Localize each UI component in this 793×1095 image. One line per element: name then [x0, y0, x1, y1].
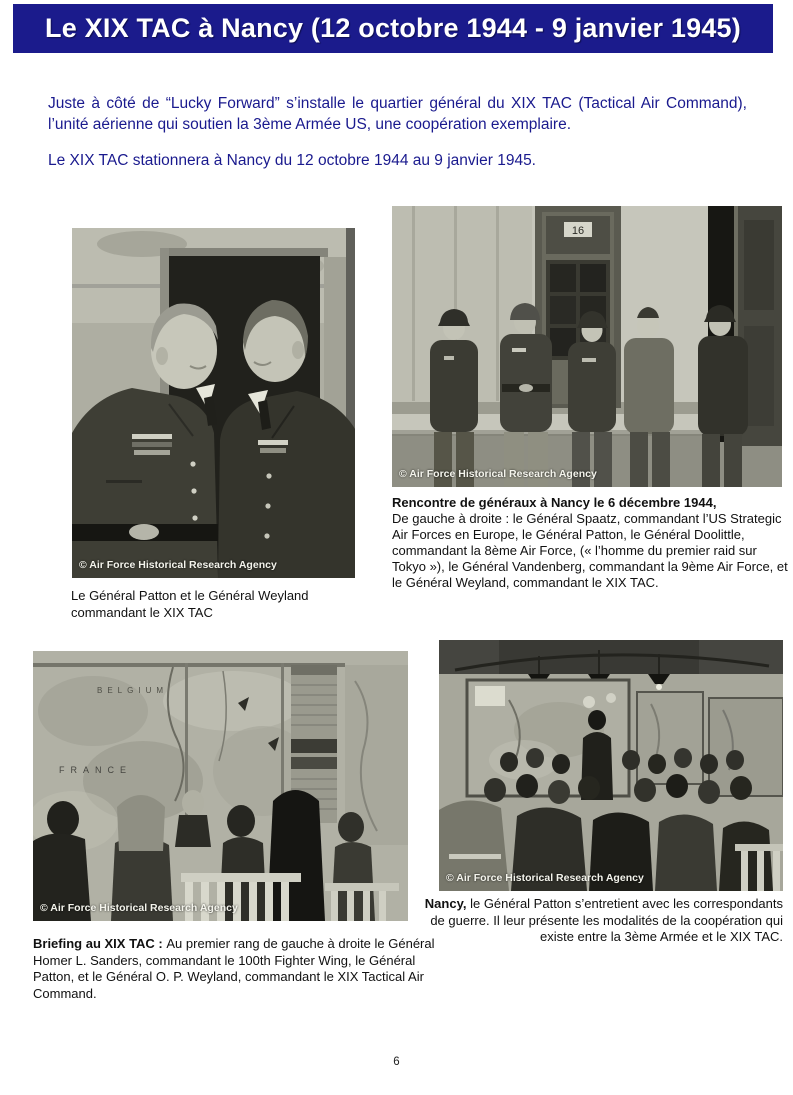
photo-patton-weyland-illustration	[72, 228, 355, 578]
caption-patton-weyland: Le Général Patton et le Général Weyland commandant le XIX TAC	[71, 588, 309, 620]
map-label-france: FRANCE	[59, 765, 133, 775]
photo-briefing	[33, 651, 408, 921]
door-number-plaque: 16	[571, 225, 585, 237]
photo-briefing-illustration	[33, 651, 408, 921]
photo-generals-meeting	[392, 206, 782, 487]
caption-briefing	[33, 936, 439, 1002]
photo-patton-weyland	[72, 228, 355, 578]
intro-paragraph-1: Juste à côté de “Lucky Forward” s’installe le quartier général du XIX TAC (Tactical Air Command), l’unité aérienne qui soutien la 3ème Armée US, une coopération exemplaire.	[48, 95, 747, 133]
photo-correspondents-illustration	[439, 640, 783, 891]
map-label-belgium: BELGIUM	[97, 686, 169, 695]
caption-briefing-body: Au premier rang de gauche à droite le Général Homer L. Sanders, commandant le 100th Fighter Wing, le Général Patton, et le Général O. P. Weyland, commandant le XIX Tactical Air Command.	[33, 936, 435, 1001]
photo-correspondents	[439, 640, 783, 891]
caption-generals-meeting-body: De gauche à droite : le Général Spaatz, commandant l’US Strategic Air Forces en Europe, le Général Patton, le Général Doolittle, commandant la 8ème Air Force, (« l’homme du premier raid sur Tokyo »), le Général Vandenberg, commandant la 9ème Air Force, et le Général Weyland, commandant le XIX TAC.	[392, 511, 788, 590]
photo-watermark: © Air Force Historical Research Agency	[79, 559, 277, 571]
caption-generals-meeting-title: Rencontre de généraux à Nancy le 6 décembre 1944,	[392, 495, 717, 510]
page-title: Le XIX TAC à Nancy (12 octobre 1944 - 9 janvier 1945)	[45, 13, 741, 43]
intro-paragraph-2: Le XIX TAC stationnera à Nancy du 12 octobre 1944 au 9 janvier 1945.	[48, 152, 536, 169]
photo-generals-meeting-illustration	[392, 206, 782, 487]
caption-correspondents-body: le Général Patton s’entretient avec les correspondants de guerre. Il leur présente les modalités de la coopération qui existe entre la 3ème Armée et le XIX TAC.	[430, 896, 783, 944]
caption-generals-meeting	[392, 495, 791, 591]
page-number: 6	[393, 1056, 400, 1068]
photo-watermark: © Air Force Historical Research Agency	[399, 468, 597, 480]
caption-correspondents	[418, 896, 783, 946]
caption-correspondents-lead: Nancy,	[424, 896, 467, 911]
caption-briefing-lead: Briefing au XIX TAC :	[33, 936, 167, 951]
page-title-banner	[13, 4, 773, 53]
photo-watermark: © Air Force Historical Research Agency	[446, 872, 644, 884]
photo-watermark: © Air Force Historical Research Agency	[40, 902, 238, 914]
